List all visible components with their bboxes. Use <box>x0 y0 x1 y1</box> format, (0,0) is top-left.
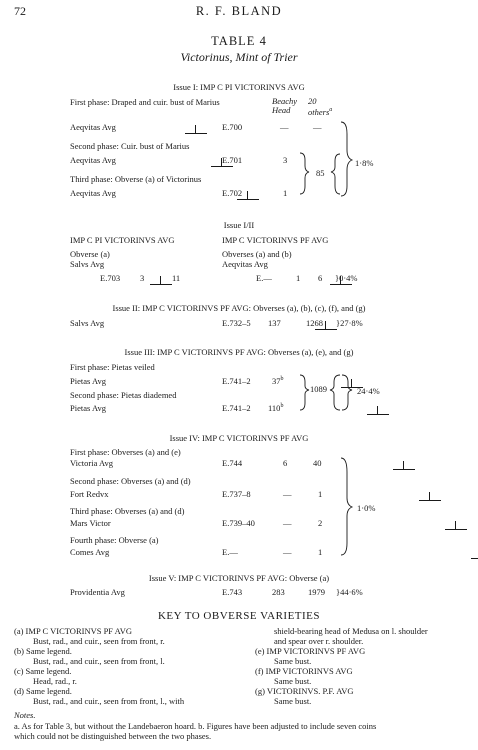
key-right-line: and spear over r. shoulder. <box>274 636 364 646</box>
key-left-line: Bust, rad., and cuir., seen from front, l., with <box>33 696 185 706</box>
key-right-line: (e) IMP VICTORINVS PF AVG <box>255 646 366 656</box>
issue-1-row-1-name: Aeqvitas Avg <box>70 122 116 132</box>
issue-4-row-2-ref: E.737–8 <box>222 489 251 499</box>
key-right-column <box>255 626 428 706</box>
issue-5-row-name: Providentia Avg <box>70 587 125 597</box>
brace-glyph: } <box>336 318 341 328</box>
issue-4-row-4-name: Comes Avg <box>70 547 110 557</box>
key-right-line: Same bust. <box>274 696 312 706</box>
issue-1-2-right-v2: 6 <box>318 273 323 283</box>
issue-4-phase-2: Second phase: Obverses (a) and (d) <box>70 476 191 486</box>
issue-4-row-1-v1: 6 <box>283 458 288 468</box>
issue-3-brace-right-1 <box>300 375 309 410</box>
issue-1-row-1-ref: E.700 <box>222 122 243 132</box>
issue-4-row-1-v2: 40 <box>313 458 322 468</box>
notes-line-1: a. As for Table 3, but without the Landebaeron hoard. b. Figures have been adjusted to include seven coins <box>14 721 377 731</box>
issue-4-row-3-v2: 2 <box>318 518 323 528</box>
col-head-beachy: Beachy Head <box>272 96 298 115</box>
key-right-line: (g) VICTORINVS. P.F. AVG <box>255 686 354 696</box>
issue-3-heading: Issue III: IMP C VICTORINVS PF AVG: Obverses (a), (e), and (g) <box>124 347 354 357</box>
issue-1-row-2-ref: E.701 <box>222 155 243 165</box>
issue-4-phase-4: Fourth phase: Obverse (a) <box>70 535 159 545</box>
key-left-line: (c) Same legend. <box>14 666 72 676</box>
issue-3-phase-2: Second phase: Pietas diademed <box>70 390 177 400</box>
issue-3-row-1-ref: E.741–2 <box>222 376 251 386</box>
issue-4-row-2-v2: 1 <box>318 489 323 499</box>
issue-1-2-right-title: IMP C VICTORINVS PF AVG <box>222 235 329 245</box>
issue-1-phase-1: First phase: Draped and cuir. bust of Marius <box>70 97 220 107</box>
issue-2-row-name: Salvs Avg <box>70 318 105 328</box>
issue-4-row-4-v2: 1 <box>318 547 323 557</box>
issue-2-row-v2: 1268 <box>306 318 323 328</box>
issue-1-row-1-v2: — <box>313 122 322 132</box>
issue-3-row-1-v1: 37$^b$ <box>272 376 284 386</box>
issue-5-row-v1: 283 <box>272 587 285 597</box>
issue-4-brace <box>341 458 352 555</box>
issue-1-2-left-obverse: Obverse (a) <box>70 249 110 259</box>
issue-2-row-ref: E.732–5 <box>222 318 251 328</box>
key-left-line: Head, rad., r. <box>33 676 77 686</box>
issue-3-brace-right-2 <box>342 375 352 410</box>
notes-line-2: which could not be distinguished between the two phases. <box>14 731 212 741</box>
issue-4-row-3-v1: — <box>283 518 292 528</box>
key-right-line: (f) IMP VICTORINVS AVG <box>255 666 353 676</box>
issue-2-row-v1: 137 <box>268 318 281 328</box>
issue-1-phase-2: Second phase: Cuir. bust of Marius <box>70 141 190 151</box>
issue-1-row-3-name: Aeqvitas Avg <box>70 188 116 198</box>
issue-1-row-3-v1: 1 <box>283 188 288 198</box>
key-left-line: Bust, rad., and cuir., seen from front, l. <box>33 656 165 666</box>
issue-1-2-right-ref: E.— <box>256 273 272 283</box>
issue-1-inner-brace-left <box>331 154 340 194</box>
issue-1-2-pct: }0·4% <box>335 273 358 283</box>
issue-1-inner-brace-right <box>300 153 309 194</box>
issue-1-row-2-v1: 3 <box>283 155 288 165</box>
issue-1-2-left-ref: E.703 <box>100 273 121 283</box>
issue-4-row-2-name: Fort Redvx <box>70 489 109 499</box>
issue-1-2-right-v1: 1 <box>296 273 301 283</box>
col-head-others: 20 others$^a$ <box>308 96 333 117</box>
key-left-line: Bust, rad., and cuir., seen from front, r. <box>33 636 165 646</box>
running-head: R. F. BLAND <box>195 4 283 18</box>
issue-3-group-total: 1089 <box>310 384 327 394</box>
issue-4-heading: Issue IV: IMP C VICTORINVS PF AVG <box>169 433 309 443</box>
issue-3-brace-left <box>330 375 340 410</box>
page-number: 72 <box>14 4 26 18</box>
issue-4-row-1-ref: E.744 <box>222 458 243 468</box>
issue-1-row-1-v1: — <box>280 122 289 132</box>
issue-3-phase-1: First phase: Pietas veiled <box>70 362 155 372</box>
issue-4-row-3-name: Mars Victor <box>70 518 111 528</box>
issue-1-pct: 1·8% <box>355 158 374 168</box>
table-subtitle: Victorinus, Mint of Trier <box>180 50 298 64</box>
table-title: TABLE 4 <box>211 34 267 48</box>
issue-4-row-2-v1: — <box>283 489 292 499</box>
key-left-line: (b) Same legend. <box>14 646 72 656</box>
issue-5-row-ref: E.743 <box>222 587 243 597</box>
issue-1-phase-3: Third phase: Obverse (a) of Victorinus <box>70 174 202 184</box>
issue-1-2-left-reverse: Salvs Avg <box>70 259 105 269</box>
key-right-line: Same bust. <box>274 676 312 686</box>
issue-1-2-right-obverse: Obverses (a) and (b) <box>222 249 292 259</box>
key-right-line: Same bust. <box>274 656 312 666</box>
key-left-line: (a) IMP C VICTORINVS PF AVG <box>14 626 132 636</box>
issue-1-group-total: 85 <box>316 168 325 178</box>
issue-2-heading: Issue II: IMP C VICTORINVS PF AVG: Obverses (a), (b), (c), (f), and (g) <box>112 303 366 313</box>
issue-1-2-left-v2: 11 <box>172 273 181 283</box>
issue-1-2-heading: Issue I/II <box>223 220 255 230</box>
issue-1-heading: Issue I: IMP C PI VICTORINVS AVG <box>173 82 305 92</box>
issue-1-2-left-title: IMP C PI VICTORINVS AVG <box>70 235 175 245</box>
issue-5-pct: }44·6% <box>336 587 363 597</box>
issue-2-pct: }27·8% <box>336 318 363 328</box>
brace-glyph: } <box>335 273 340 283</box>
issue-3-row-2-ref: E.741–2 <box>222 403 251 413</box>
key-left-line: (d) Same legend. <box>14 686 72 696</box>
issue-3-pct: 24·4% <box>357 386 380 396</box>
issue-1-row-3-ref: E.702 <box>222 188 243 198</box>
issue-1-outer-brace <box>341 122 352 196</box>
issue-1-2-left-v1: 3 <box>140 273 145 283</box>
issue-4-row-4-ref: E.— <box>222 547 238 557</box>
issue-4-phase-1: First phase: Obverses (a) and (e) <box>70 447 181 457</box>
issue-4-row-4-v1: — <box>283 547 292 557</box>
key-title: KEY TO OBVERSE VARIETIES <box>157 610 321 622</box>
issue-1-row-2-name: Aeqvitas Avg <box>70 155 116 165</box>
issue-4-phase-3: Third phase: Obverses (a) and (d) <box>70 506 185 516</box>
issue-3-row-1-name: Pietas Avg <box>70 376 106 386</box>
issue-3-row-2-v1: 110$^b$ <box>268 403 284 413</box>
issue-1-2-right-reverse: Aeqvitas Avg <box>222 259 268 269</box>
issue-3-row-2-name: Pietas Avg <box>70 403 106 413</box>
notes-title: Notes. <box>14 710 36 720</box>
issue-5-heading: Issue V: IMP C VICTORINVS PF AVG: Obverse (a) <box>148 573 330 583</box>
issue-4-row-3-ref: E.739–40 <box>222 518 255 528</box>
key-left-column <box>14 626 184 706</box>
brace-glyph: } <box>336 587 341 597</box>
issue-5-row-v2: 1979 <box>308 587 325 597</box>
issue-4-row-1-name: Victoria Avg <box>70 458 114 468</box>
key-right-line: shield-bearing head of Medusa on l. shoulder <box>274 626 428 636</box>
issue-4-pct: 1·0% <box>357 503 376 513</box>
